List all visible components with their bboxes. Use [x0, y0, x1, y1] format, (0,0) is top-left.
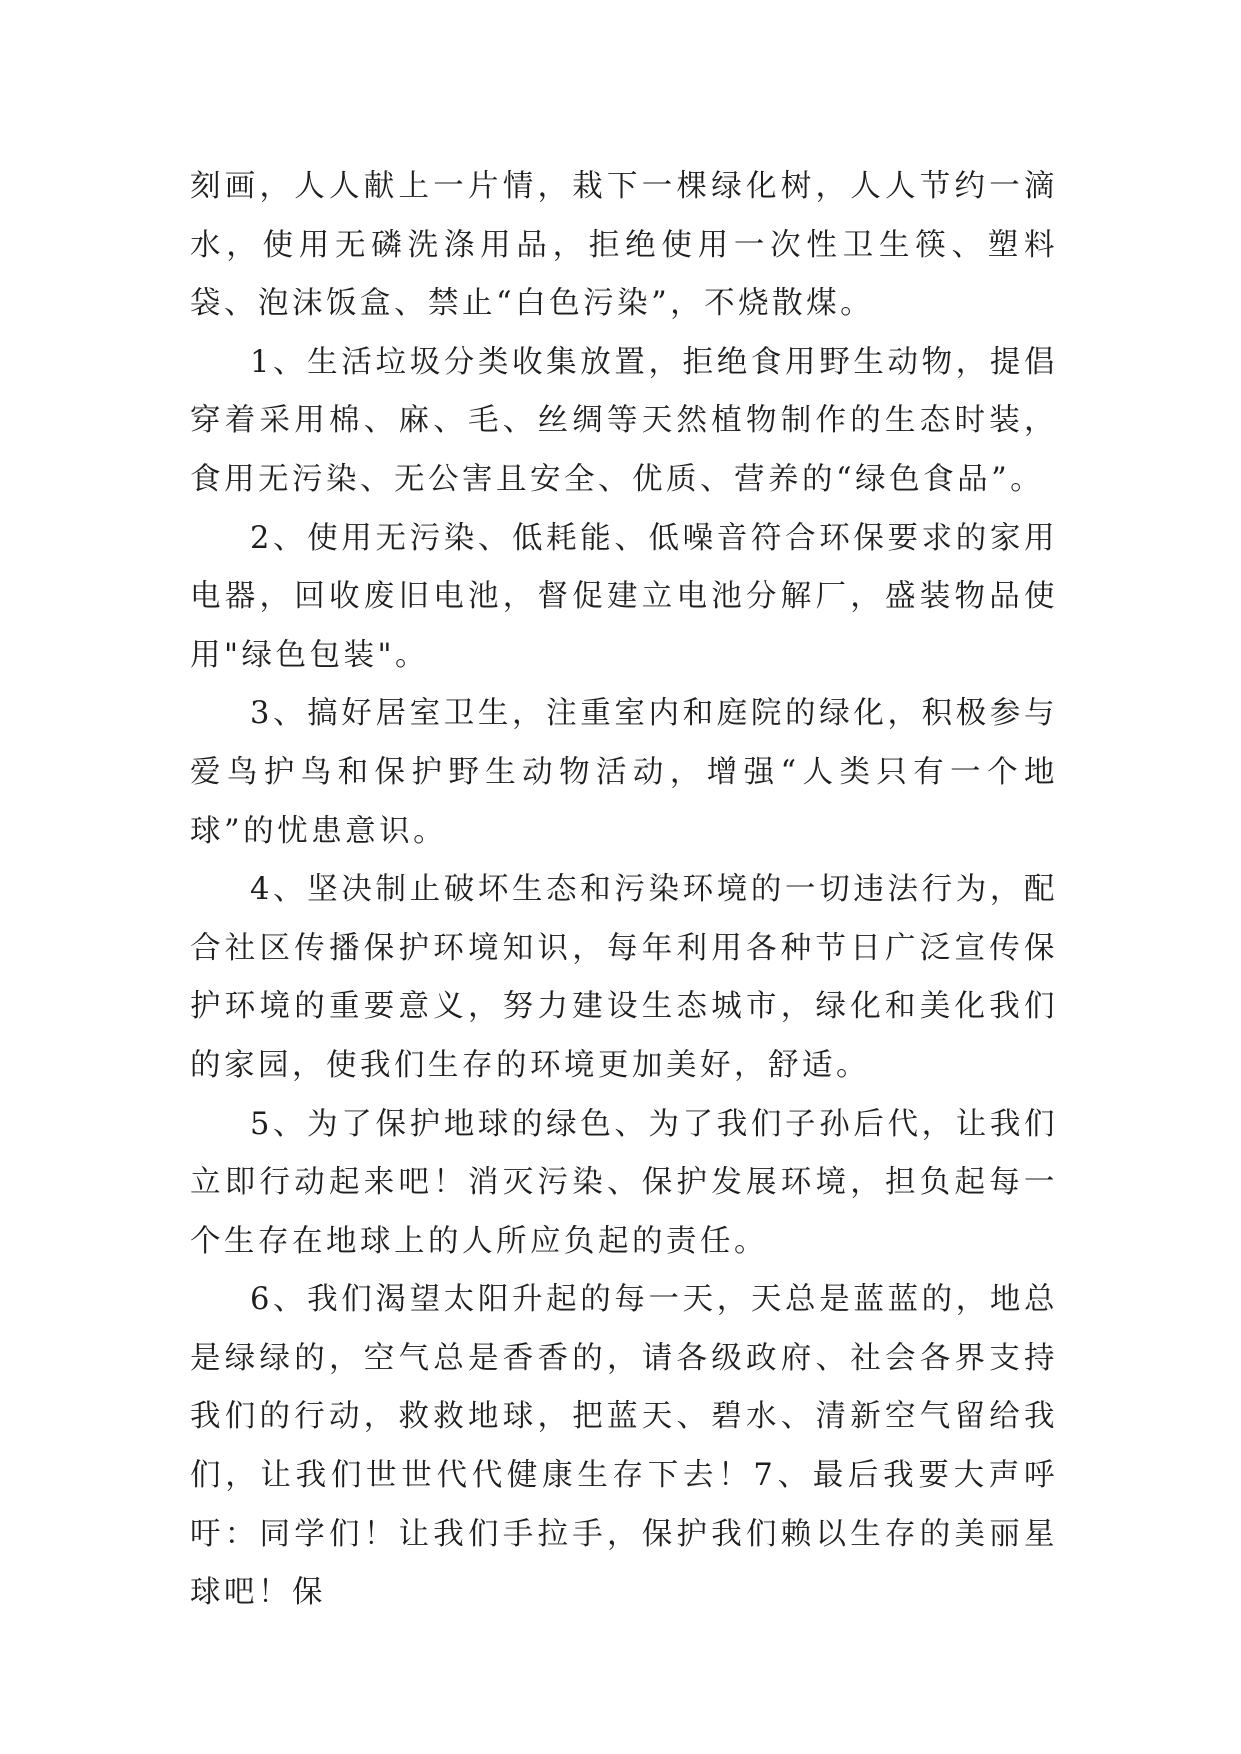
paragraph-item-1: 1、生活垃圾分类收集放置，拒绝食用野生动物，提倡穿着采用棉、麻、毛、丝绸等天然植物制作的生态时装，食用无污染、无公害且安全、优质、营养的“绿色食品”。	[190, 344, 1058, 497]
paragraph-item-5: 5、为了保护地球的绿色、为了我们子孙后代，让我们立即行动起来吧！消灭污染、保护发展环境，担负起每一个生存在地球上的人所应负起的责任。	[190, 1106, 1058, 1259]
paragraph-item-6: 6、我们渴望太阳升起的每一天，天总是蓝蓝的，地总是绿绿的，空气总是香香的，请各级政府、社会各界支持我们的行动，救救地球，把蓝天、碧水、清新空气留给我们，让我们世世代代健康生存下去！7、最后我要大声呼吁：同学们！让我们手拉手，保护我们赖以生存的美丽星球吧！保	[190, 1282, 1058, 1611]
paragraph-item-4: 4、坚决制止破坏生态和污染环境的一切违法行为，配合社区传播保护环境知识，每年利用各种节日广泛宣传保护环境的重要意义，努力建设生态城市，绿化和美化我们的家园，使我们生存的环境更加美好，舒适。	[190, 872, 1058, 1083]
paragraph-item-2: 2、使用无污染、低耗能、低噪音符合环保要求的家用电器，回收废旧电池，督促建立电池分解厂，盛装物品使用"绿色包装"。	[190, 520, 1058, 673]
paragraph-continuation: 刻画，人人献上一片情，栽下一棵绿化树，人人节约一滴水，使用无磷洗涤用品，拒绝使用一次性卫生筷、塑料袋、泡沫饭盒、禁止“白色污染”，不烧散煤。	[190, 169, 1058, 322]
paragraph-item-3: 3、搞好居室卫生，注重室内和庭院的绿化，积极参与爱鸟护鸟和保护野生动物活动，增强“人类只有一个地球”的忧患意识。	[190, 696, 1058, 849]
document-body	[190, 158, 1058, 1623]
